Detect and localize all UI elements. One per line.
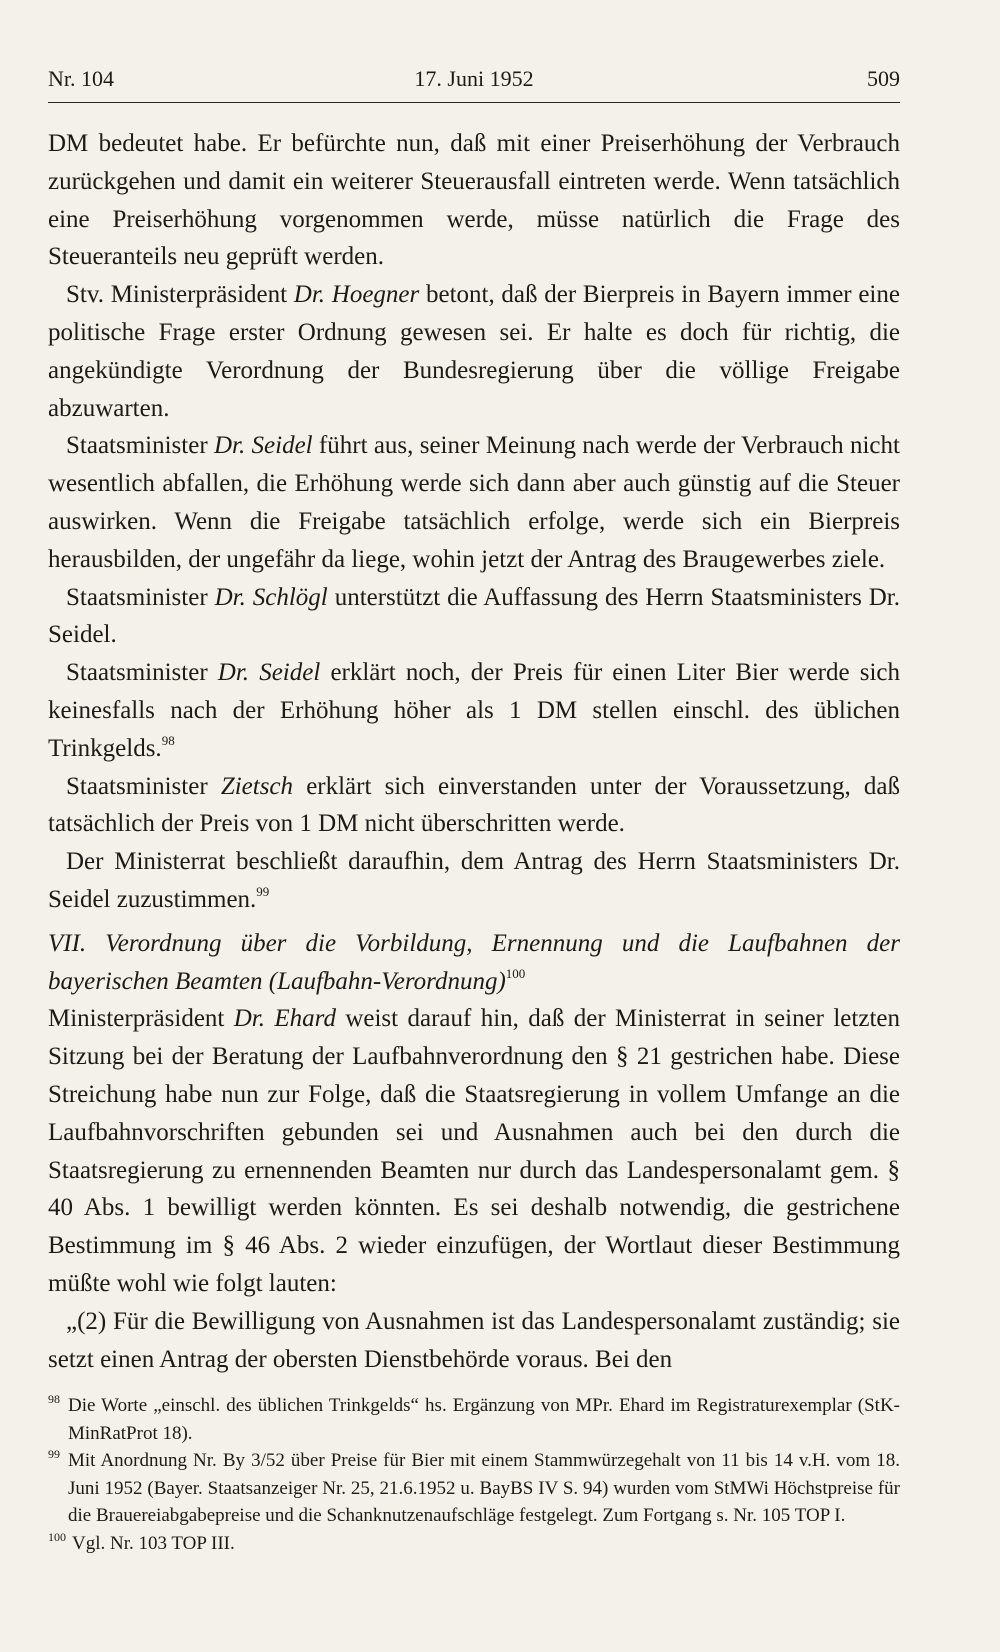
paragraph-7 (48, 843, 900, 919)
footnote-100 (48, 1530, 900, 1558)
footnote-ref-99[interactable]: 99 (256, 883, 270, 899)
page-date: 17. Juni 1952 (414, 66, 534, 91)
footnotes (48, 1392, 900, 1557)
heading-text: VII. Verordnung über die Vorbildung, Ernennung und die Laufbahnen der bayerischen Beamten (Laufbahn-Verordnung) (48, 929, 900, 995)
speaker-role: Stv. Ministerpräsident (66, 281, 294, 309)
speaker-role: Staatsminister (66, 772, 221, 800)
agenda-item-heading (48, 925, 900, 1001)
page-number: 509 (867, 66, 900, 91)
paragraph-text: erklärt sich einverstanden unter der Voraussetzung, daß tatsächlich der Preis von 1 DM nicht überschritten werde. (48, 772, 900, 838)
paragraph-text: Der Ministerrat beschließt daraufhin, dem Antrag des Herrn Staatsministers Dr. Seidel zuzustimmen. (48, 848, 900, 913)
paragraph-3 (48, 427, 900, 578)
paragraph-6 (48, 768, 900, 844)
paragraph-text: erklärt noch, der Preis für einen Liter Bier werde sich keinesfalls nach der Erhöhung höher als 1 DM stellen einschl. des üblichen Trinkgelds. (48, 659, 900, 762)
footnote-ref-98[interactable]: 98 (161, 732, 175, 748)
footnote-number: 99 (48, 1447, 60, 1462)
document-page (48, 66, 900, 1557)
paragraph-4 (48, 579, 900, 655)
speaker-role: Staatsminister (66, 583, 215, 611)
speaker-name: Zietsch (220, 772, 294, 800)
footnote-text: Vgl. Nr. 103 TOP III. (72, 1532, 235, 1554)
paragraph-1 (48, 125, 900, 276)
paragraph-8 (48, 1000, 900, 1302)
paragraph-9 (48, 1303, 900, 1379)
speaker-role: Staatsminister (66, 432, 214, 460)
footnote-ref-100[interactable]: 100 (505, 965, 526, 981)
footnote-99 (48, 1447, 900, 1530)
running-header (48, 66, 900, 103)
paragraph-text: betont, daß der Bierpreis in Bayern immer eine politische Frage erster Ordnung gewesen sei. Er halte es doch für richtig, die angekündigte Verordnung der Bundesregierung über die völlige Freigabe abzuwarten. (48, 281, 900, 422)
paragraph-text: DM bedeutet habe. Er befürchte nun, daß mit einer Preiserhöhung der Verbrauch zurückgehen und damit ein weiterer Steuerausfall eintreten werde. Wenn tatsächlich eine Preiserhöhung vorgenommen werde, müsse natürlich die Frage des Steueranteils neu geprüft werden. (48, 130, 900, 271)
paragraph-text: führt aus, seiner Meinung nach werde der Verbrauch nicht wesentlich abfallen, die Erhöhung werde sich dann aber auch günstig auf die Steuer auswirken. Wenn die Freigabe tatsächlich erfolge, werde sich ein Bierpreis herausbilden, der ungefähr da liege, wohin jetzt der Antrag des Braugewerbes ziele. (48, 432, 900, 573)
speaker-name: Dr. Seidel (213, 432, 313, 460)
footnote-text: Die Worte „einschl. des üblichen Trinkgelds“ hs. Ergänzung von MPr. Ehard im Registraturexemplar (StK-MinRatProt 18). (68, 1395, 900, 1444)
speaker-name: Dr. Hoegner (293, 281, 420, 309)
paragraph-text: weist darauf hin, daß der Ministerrat in seiner letzten Sitzung bei der Beratung der Laufbahnverordnung den § 21 gestrichen habe. Diese Streichung habe nun zur Folge, daß die Staatsregierung in vollem Umfange an die Laufbahnvorschriften gebunden sei und Ausnahmen auch bei den durch die Staatsregierung zu ernennenden Beamten nur durch das Landespersonalamt gem. § 40 Abs. 1 bewilligt werden könnten. Es sei deshalb notwendig, die gestrichene Bestimmung im § 46 Abs. 2 wieder einzufügen, der Wortlaut dieser Bestimmung müßte wohl wie folgt lauten: (48, 1005, 900, 1297)
paragraph-text: unterstützt die Auffassung des Herrn Staatsministers Dr. Seidel. (48, 583, 900, 649)
document-number: Nr. 104 (48, 66, 114, 91)
footnote-98 (48, 1392, 900, 1447)
speaker-name: Dr. Ehard (233, 1005, 336, 1033)
speaker-role: Staatsminister (66, 659, 218, 687)
footnote-number: 100 (48, 1529, 66, 1544)
speaker-name: Dr. Seidel (217, 659, 321, 687)
footnote-text: Mit Anordnung Nr. By 3/52 über Preise für Bier mit einem Stammwürzegehalt von 11 bis 14 v.H. vom 18. Juni 1952 (Bayer. Staatsanzeiger Nr. 25, 21.6.1952 u. BayBS IV S. 94) wurden vom StMWi Höchstpreise für die Brauereiabgabepreise und die Schanknutzenaufschläge festgelegt. Zum Fortgang s. Nr. 105 TOP I. (68, 1450, 900, 1527)
footnote-number: 98 (48, 1392, 60, 1407)
paragraph-5 (48, 654, 900, 767)
quoted-regulation-text: „(2) Für die Bewilligung von Ausnahmen ist das Landespersonalamt zuständig; sie setzt einen Antrag der obersten Dienstbehörde voraus. Bei den (48, 1307, 900, 1373)
body-text (48, 125, 900, 1378)
speaker-role: Ministerpräsident (48, 1005, 234, 1033)
paragraph-2 (48, 276, 900, 427)
speaker-name: Dr. Schlögl (214, 583, 328, 611)
